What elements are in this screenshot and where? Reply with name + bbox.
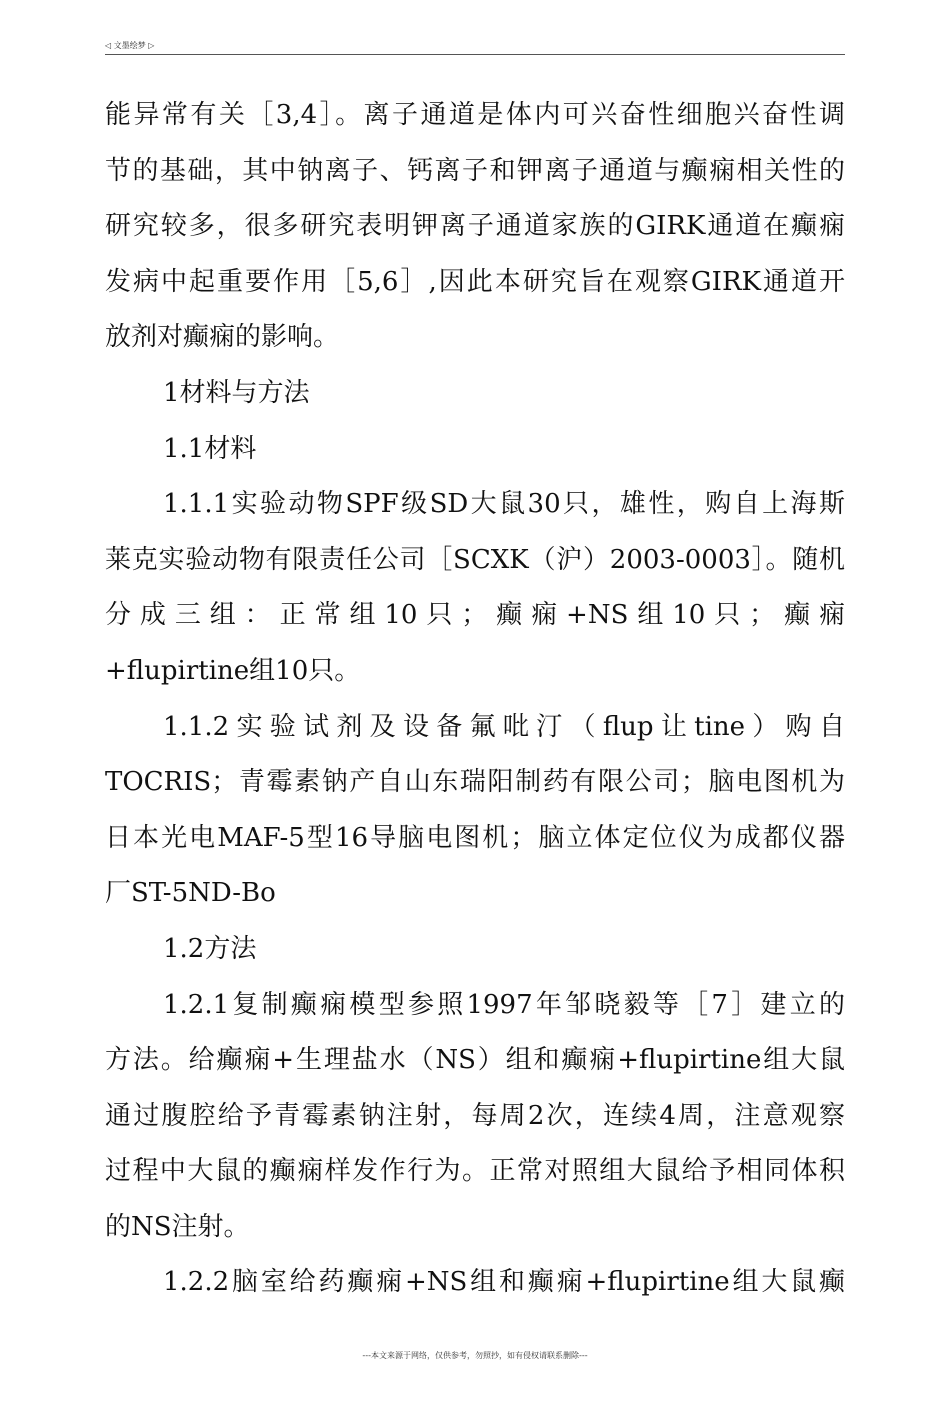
text-line: 1.2.2脑室给药癫痫+NS组和癫痫+flupirtine组大鼠癫 [163, 1267, 845, 1298]
text-line: 发病中起重要作用［5,6］,因此本研究旨在观察GIRK通道开 [105, 266, 845, 297]
subsection-heading: 1.2方法 [163, 933, 257, 964]
text-line: TOCRIS；青霉素钠产自山东瑞阳制药有限公司；脑电图机为 [105, 767, 845, 798]
page-header [105, 40, 845, 55]
text-line: 过程中大鼠的癫痫样发作行为。正常对照组大鼠给予相同体积 [105, 1156, 845, 1187]
document-body [105, 88, 845, 1311]
text-line: 通过腹腔给予青霉素钠注射，每周2次，连续4周，注意观察 [105, 1100, 845, 1131]
subsection-heading: 1.1材料 [163, 433, 257, 464]
text-line: 莱克实验动物有限责任公司［SCXK（沪）2003-0003］。随机 [105, 544, 845, 575]
text-line: 能异常有关［3,4］。离子通道是体内可兴奋性细胞兴奋性调 [105, 100, 845, 130]
header-text: ◁ 文墨绘梦 ▷ [105, 41, 155, 50]
text-line: 的NS注射。 [105, 1211, 250, 1242]
text-line: 方法。给癫痫+生理盐水（NS）组和癫痫+flupirtine组大鼠 [105, 1045, 845, 1076]
text-line: +flupirtine组10只。 [105, 655, 361, 686]
text-line: 1.2.1复制癫痫模型参照1997年邹晓毅等［7］建立的 [163, 989, 845, 1020]
text-line: 研究较多，很多研究表明钾离子通道家族的GIRK通道在癫痫 [105, 211, 845, 242]
text-line: 日本光电MAF-5型16导脑电图机；脑立体定位仪为成都仪器 [105, 822, 845, 853]
text-line: 分成三组：正常组10只；癫痫+NS组10只；癫痫 [105, 600, 845, 631]
text-line: 放剂对癫痫的影响。 [105, 322, 340, 353]
page-footer: ---本文来源于网络，仅供参考，勿照抄，如有侵权请联系删除--- [362, 1351, 588, 1360]
text-line: 节的基础，其中钠离子、钙离子和钾离子通道与癫痫相关性的 [105, 155, 845, 186]
text-line: 1.1.1实验动物SPF级SD大鼠30只，雄性，购自上海斯 [163, 489, 845, 520]
text-line: 1.1.2实验试剂及设备氟吡汀（flup让tine）购自 [163, 711, 845, 742]
text-line: 厂ST-5ND-Bo [105, 878, 276, 909]
section-heading: 1材料与方法 [163, 377, 310, 408]
